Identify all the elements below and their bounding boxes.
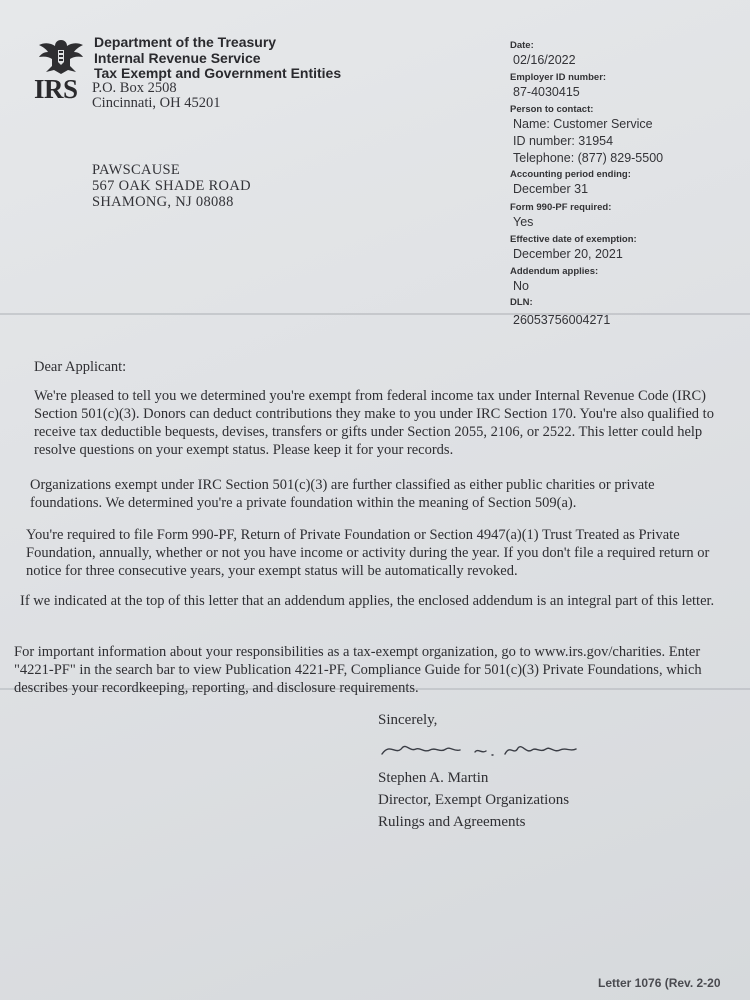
signer-title: Director, Exempt Organizations <box>378 792 570 808</box>
form-required-label: Form 990-PF required: <box>510 202 612 213</box>
recipient-street: 567 OAK SHADE ROAD <box>92 178 251 194</box>
period-value: December 31 <box>513 182 589 196</box>
paragraph-resources: For important information about your responsibilities as a tax-exempt organization, go to www.irs.gov/charities. Enter "4221-PF" in the search bar to view Publication 4221-PF, Compliance Guide for 501(c)(3) Private Foundations, which describes your recordkeeping, reporting, and disclosure requirements. <box>14 644 702 696</box>
signer-office: Rulings and Agreements <box>378 814 526 830</box>
effective-date-label: Effective date of exemption: <box>510 234 637 245</box>
logo-text: IRS <box>34 74 78 104</box>
paragraph-classification: Organizations exempt under IRC Section 501(c)(3) are further classified as either public charities or private foundations. We determined you're a private foundation within the meaning of Section 509(a). <box>30 477 655 511</box>
recipient-city: SHAMONG, NJ 08088 <box>92 194 234 210</box>
division-name: Tax Exempt and Government Entities <box>94 65 342 81</box>
paragraph-filing-requirement: You're required to file Form 990-PF, Return of Private Foundation or Section 4947(a)(1) Trust Treated as Private Foundation, annually, whether or not you have income or activity during the year. If you don't file a required return or notice for three consecutive years, your exempt status will be automatically revoked. <box>26 527 710 579</box>
agency-name: Internal Revenue Service <box>94 50 261 66</box>
period-label: Accounting period ending: <box>510 169 631 180</box>
sender-city: Cincinnati, OH 45201 <box>92 95 221 111</box>
ein-value: 87-4030415 <box>513 85 580 99</box>
ein-label: Employer ID number: <box>510 72 607 83</box>
fold-line <box>0 313 750 315</box>
recipient-name: PAWSCAUSE <box>92 162 181 178</box>
closing-sincerely: Sincerely, <box>378 712 438 728</box>
addendum-label: Addendum applies: <box>510 266 599 277</box>
dln-value: 26053756004271 <box>513 313 611 327</box>
signer-name: Stephen A. Martin <box>378 770 489 786</box>
form-reference: Letter 1076 (Rev. 2-20 <box>598 976 721 990</box>
contact-name: Name: Customer Service <box>513 117 653 131</box>
dln-label: DLN: <box>510 297 533 308</box>
eagle-icon <box>36 36 86 76</box>
effective-date-value: December 20, 2021 <box>513 247 623 261</box>
sender-po-box: P.O. Box 2508 <box>92 80 177 96</box>
department-name: Department of the Treasury <box>94 34 277 50</box>
date-label: Date: <box>510 40 534 51</box>
contact-label: Person to contact: <box>510 104 594 115</box>
form-required-value: Yes <box>513 215 534 229</box>
date-value: 02/16/2022 <box>513 53 576 67</box>
irs-logo <box>34 36 90 106</box>
paragraph-exemption: We're pleased to tell you we determined you're exempt from federal income tax under Internal Revenue Code (IRC) Section 501(c)(3). Donors can deduct contributions they make to you under IRC Section 170. You're also qualified to receive tax deductible bequests, devises, transfers or gifts under Section 2055, 2106, or 2522. This letter could help resolve questions on your exempt status. Please keep it for your records. <box>34 388 714 458</box>
handwritten-signature <box>380 734 580 764</box>
paragraph-addendum: If we indicated at the top of this letter that an addendum applies, the enclosed addendum is an integral part of this letter. <box>20 593 715 609</box>
contact-phone: Telephone: (877) 829-5500 <box>513 151 664 165</box>
salutation: Dear Applicant: <box>34 359 127 375</box>
contact-id: ID number: 31954 <box>513 134 614 148</box>
addendum-value: No <box>513 279 529 293</box>
